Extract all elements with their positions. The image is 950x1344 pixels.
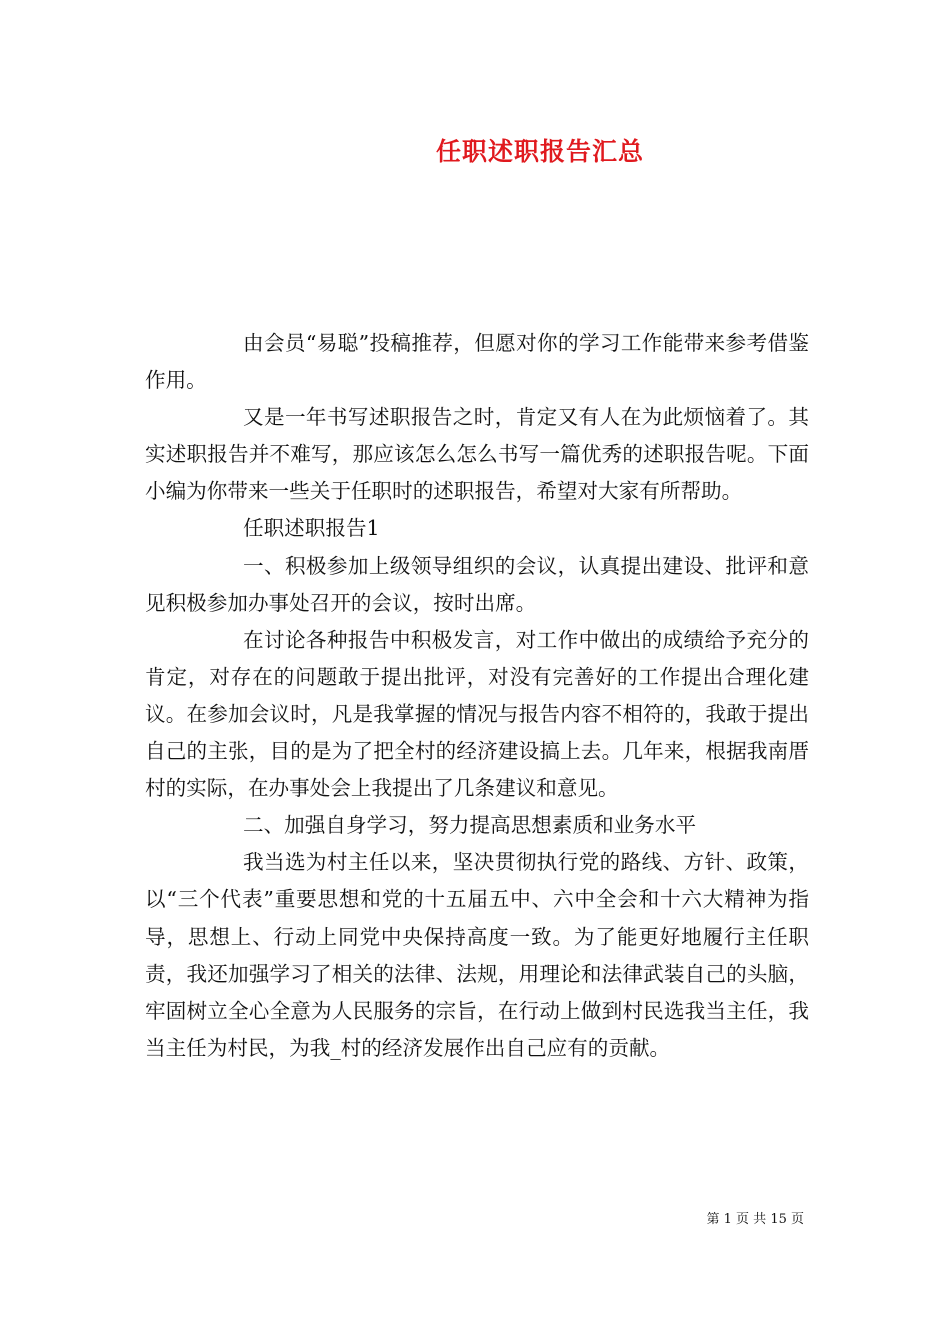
- page-number: 第 1 页 共 15 页: [706, 1212, 804, 1227]
- paragraph-study: 我当选为村主任以来，坚决贯彻执行党的路线、方针、政策，以“三个代表”重要思想和党的十五届五中、六中全会和十六大精神为指导，思想上、行动上同党中央保持高度一致。为了能更好地履行主任职责，我还加强学习了相关的法律、法规，用理论和法律武装自己的头脑，牢固树立全心全意为人民服务的宗旨，在行动上做到村民选我当主任，我当主任为村民，为我_村的经济发展作出自己应有的贡献。: [145, 850, 809, 1060]
- document-title: 任职述职报告汇总: [435, 137, 644, 166]
- paragraph-preface: 又是一年书写述职报告之时，肯定又有人在为此烦恼着了。其实述职报告并不难写，那应该怎么怎么书写一篇优秀的述职报告呢。下面小编为你带来一些关于任职时的述职报告，希望对大家有所帮助。: [145, 405, 809, 504]
- paragraph-point-2-heading: 二、加强自身学习，努力提高思想素质和业务水平: [243, 813, 697, 838]
- section-heading-report-1: 任职述职报告1: [243, 516, 380, 541]
- document-body: [145, 325, 809, 1067]
- paragraph-intro: 由会员“易聪”投稿推荐，但愿对你的学习工作能带来参考借鉴作用。: [145, 331, 809, 393]
- paragraph-point-1: 一、积极参加上级领导组织的会议，认真提出建设、批评和意见积极参加办事处召开的会议，按时出席。: [145, 553, 809, 615]
- paragraph-discussion: 在讨论各种报告中积极发言，对工作中做出的成绩给予充分的肯定，对存在的问题敢于提出批评，对没有完善好的工作提出合理化建议。在参加会议时，凡是我掌握的情况与报告内容不相符的，我敢于提出自己的主张，目的是为了把全村的经济建设搞上去。几年来，根据我南厝村的实际，在办事处会上我提出了几条建议和意见。: [145, 627, 809, 801]
